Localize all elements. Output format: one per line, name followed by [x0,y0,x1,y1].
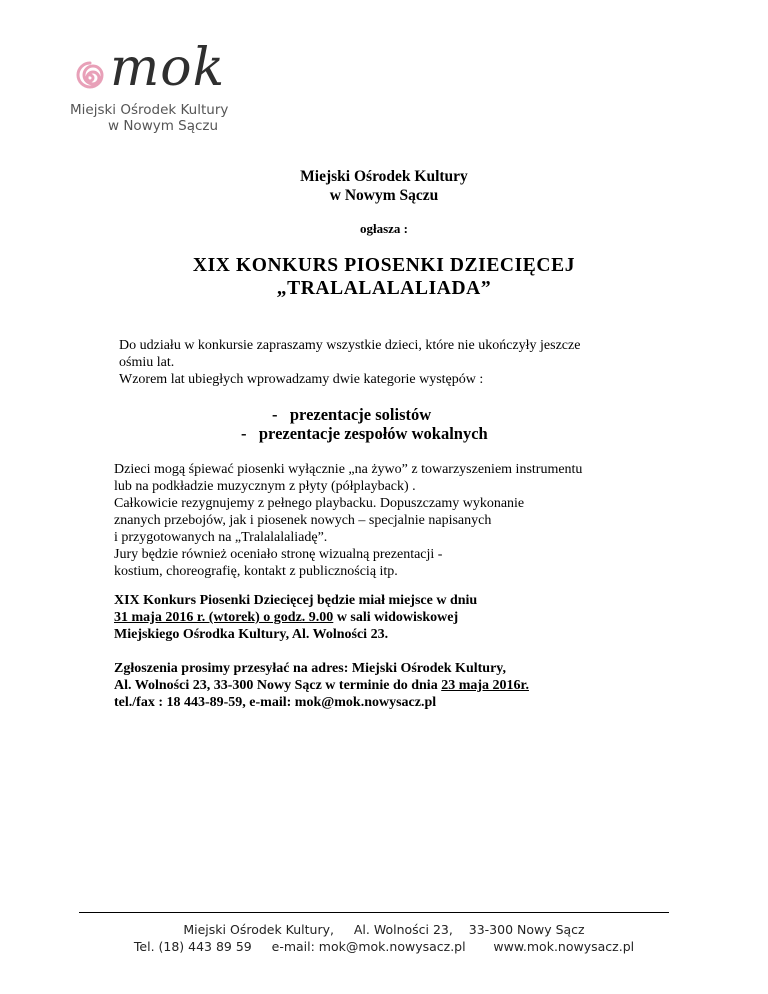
mok-logo [66,40,306,152]
event-date: 31 maja 2016 r. (wtorek) o godz. 9.00 [114,610,334,625]
announces-label: ogłasza : [359,221,409,236]
intro-line: Wzorem lat ubiegłych wprowadzamy dwie kategorie występów : [119,372,484,387]
rules-line: i przygotowanych na „Tralalalaliadę”. [114,530,328,545]
footer-contact: Tel. (18) 443 89 59 e-mail: mok@mok.nowysacz.pl www.mok.nowysacz.pl [133,939,635,954]
application-line: Zgłoszenia prosimy przesyłać na adres: Miejski Ośrodek Kultury, [114,661,507,676]
logo-wordmark: mok [110,38,226,98]
contest-name: „TRALALALALIADA” [276,278,492,299]
footer-divider [79,912,669,913]
intro-line: ośmiu lat. [119,355,175,370]
category-vocal-groups: - prezentacje zespołów wokalnych [241,424,488,443]
intro-paragraph [119,337,679,388]
logo-subtitle-line1: Miejski Ośrodek Kultury [70,102,229,118]
rules-line: Dzieci mogą śpiewać piosenki wyłącznie „na żywo” z towarzyszeniem instrumentu [114,462,583,477]
logo-subtitle-line2: w Nowym Sączu [108,118,219,134]
application-deadline: 23 maja 2016r. [441,678,529,693]
swirl-icon [68,56,112,100]
rules-line: Całkowicie rezygnujemy z pełnego playbacku. Dopuszczamy wykonanie [114,496,525,511]
event-line: Miejskiego Ośrodka Kultury, Al. Wolności 23. [114,627,389,642]
org-name-line2: w Nowym Sączu [329,187,439,204]
rules-line: kostium, choreografię, kontakt z publicznością itp. [114,564,398,579]
application-deadline-line [114,677,714,694]
org-name-line1: Miejski Ośrodek Kultury [300,168,468,185]
contact-line: tel./fax : 18 443-89-59, e-mail: mok@mok.nowysacz.pl [114,695,437,710]
rules-line: znanych przebojów, jak i piosenek nowych – specjalnie napisanych [114,513,492,528]
intro-line: Do udziału w konkursie zapraszamy wszystkie dzieci, które nie ukończyły jeszcze [119,338,581,353]
event-details [114,592,714,643]
event-venue: w sali widowiskowej [333,610,459,625]
footer-address: Miejski Ośrodek Kultury, Al. Wolności 23, 33-300 Nowy Sącz [183,922,585,937]
application-address: Al. Wolności 23, 33-300 Nowy Sącz w terminie do dnia [114,678,442,693]
application-details [114,660,714,711]
event-line: XIX Konkurs Piosenki Dziecięcej będzie miał miejsce w dniu [114,593,478,608]
rules-line: Jury będzie również oceniało stronę wizualną prezentacji - [114,547,443,562]
rules-line: lub na podkładzie muzycznym z płyty (półplayback) . [114,479,416,494]
rules-paragraph [114,461,714,580]
category-soloists: - prezentacje solistów [272,405,432,424]
contest-title: XIX KONKURS PIOSENKI DZIECIĘCEJ [192,255,576,276]
event-date-line [114,609,714,626]
